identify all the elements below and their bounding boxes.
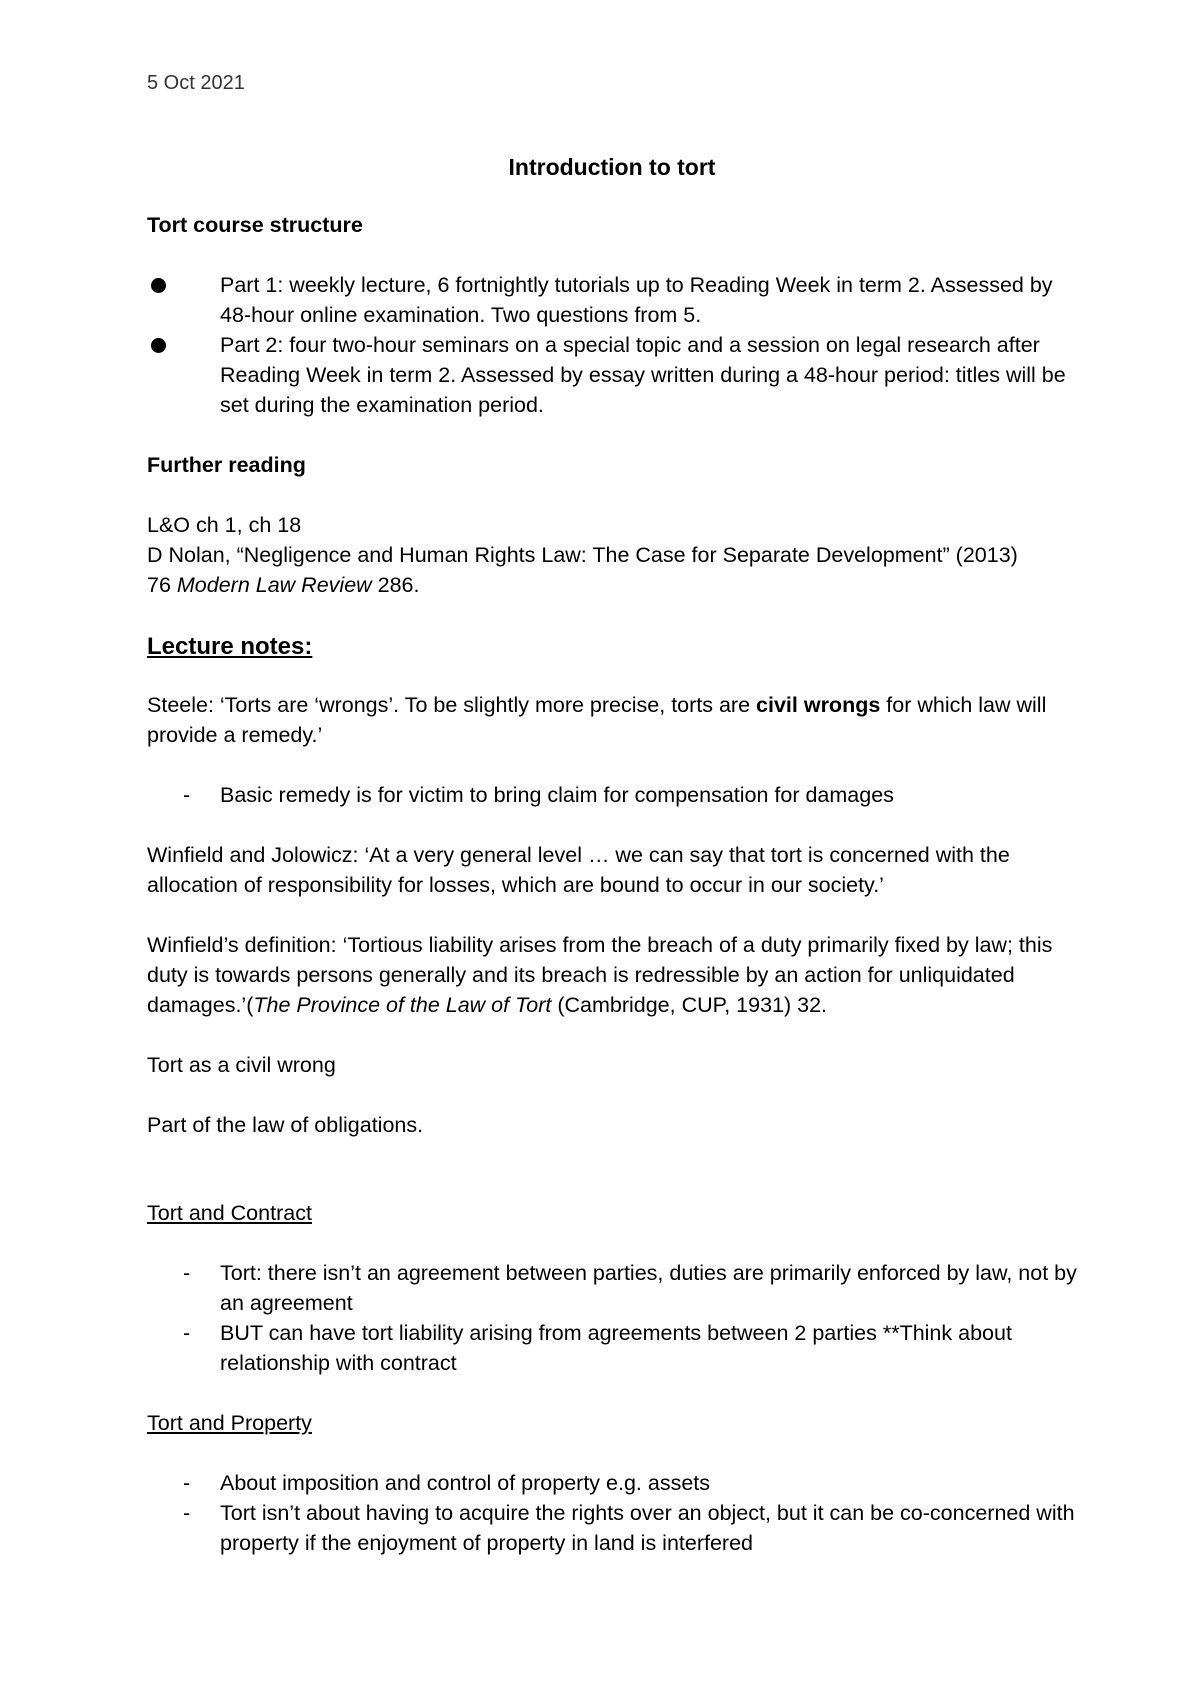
document-body xyxy=(147,152,1077,1558)
remedy-note: Basic remedy is for victim to bring claim for compensation for damages xyxy=(220,783,894,807)
dash-marker: - xyxy=(183,1261,191,1285)
winfield-citation: (Cambridge, CUP, 1931) 32. xyxy=(551,993,828,1017)
civil-wrongs-emphasis: civil wrongs xyxy=(756,693,881,717)
course-structure-list xyxy=(147,270,1077,420)
lecture-notes-heading: Lecture notes: xyxy=(147,633,313,660)
reading-page: 286. xyxy=(371,573,420,597)
reading-line-3 xyxy=(147,570,1077,600)
reading-journal: Modern Law Review xyxy=(176,573,372,597)
tort-property-list xyxy=(147,1468,1077,1558)
list-item xyxy=(147,1468,1077,1498)
course-part-2: Part 2: four two-hour seminars on a special topic and a session on legal research after Reading Week in term 2. Assessed by essay written during a 48-hour period: titles will be set during the examination period. xyxy=(220,333,1066,417)
civil-wrong-note: Tort as a civil wrong xyxy=(147,1053,336,1077)
tort-contract-item-2: BUT can have tort liability arising from agreements between 2 parties **Think about relationship with contract xyxy=(220,1321,1012,1375)
tort-contract-list xyxy=(147,1258,1077,1378)
tort-contract-item-1: Tort: there isn’t an agreement between parties, duties are primarily enforced by law, not by an agreement xyxy=(220,1261,1077,1315)
course-structure-heading: Tort course structure xyxy=(147,213,363,237)
obligations-note: Part of the law of obligations. xyxy=(147,1113,424,1137)
list-item xyxy=(147,1498,1077,1558)
list-item xyxy=(147,1258,1077,1318)
remedy-list xyxy=(147,780,1077,810)
tort-contract-heading: Tort and Contract xyxy=(147,1201,312,1225)
winfield-definition-text: Winfield’s definition: ‘Tortious liability arises from the breach of a duty primarily fixed by law; this duty is towards persons generally and its breach is redressible by an action for unliquidated damages.’( xyxy=(147,933,1053,1017)
winfield-definition xyxy=(147,930,1077,1020)
list-item xyxy=(147,1318,1077,1378)
steele-quote-start: Steele: ‘Torts are ‘wrongs’. To be slightly more precise, torts are xyxy=(147,693,757,717)
dash-marker: - xyxy=(183,1321,191,1345)
list-item xyxy=(147,330,1077,420)
dash-marker: - xyxy=(183,1471,191,1495)
steele-quote xyxy=(147,690,1077,750)
list-item xyxy=(147,270,1077,330)
document-date: 5 Oct 2021 xyxy=(147,72,245,94)
reading-line-2: D Nolan, “Negligence and Human Rights Law: The Case for Separate Development” (2013) xyxy=(147,543,1018,567)
reading-line-1: L&O ch 1, ch 18 xyxy=(147,513,302,537)
document-title: Introduction to tort xyxy=(508,154,716,180)
tort-property-heading: Tort and Property xyxy=(147,1411,312,1435)
list-item xyxy=(147,780,1077,810)
dash-marker: - xyxy=(183,1501,191,1525)
dash-marker: - xyxy=(183,783,191,807)
course-part-1: Part 1: weekly lecture, 6 fortnightly tutorials up to Reading Week in term 2. Assessed by 48-hour online examination. Two questions from 5. xyxy=(220,273,1053,327)
tort-property-item-2: Tort isn’t about having to acquire the rights over an object, but it can be co-concerned with property if the enjoyment of property in land is interfered xyxy=(220,1501,1075,1555)
further-reading-heading: Further reading xyxy=(147,453,306,477)
reading-volume: 76 xyxy=(147,573,177,597)
bullet-icon xyxy=(151,278,166,293)
winfield-jolowicz-quote: Winfield and Jolowicz: ‘At a very general level … we can say that tort is concerned with the allocation of responsibility for losses, which are bound to occur in our society.’ xyxy=(147,843,1010,897)
bullet-icon xyxy=(151,338,166,353)
winfield-book-title: The Province of the Law of Tort xyxy=(253,993,552,1017)
steele-quote-end: for which law will provide a remedy.’ xyxy=(147,693,1047,747)
tort-property-item-1: About imposition and control of property e.g. assets xyxy=(220,1471,710,1495)
